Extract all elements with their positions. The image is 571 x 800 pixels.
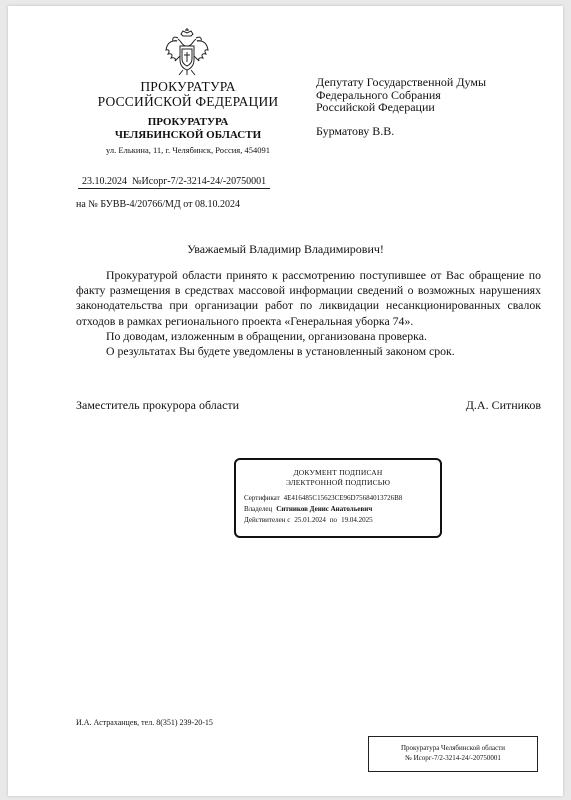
valid-from-date: 25.01.2024: [294, 516, 326, 524]
sub-org-line-1: ПРОКУРАТУРА: [147, 116, 229, 128]
double-headed-eagle-emblem-icon: [164, 28, 210, 76]
stamp-line-1: Прокуратура Челябинской области: [400, 744, 506, 752]
organization-name: [68, 79, 308, 109]
signature-stamp-title: [236, 468, 440, 487]
recipient-line-1: Депутату Государственной Думы: [316, 75, 487, 89]
body-paragraph: О результатах Вы будете уведомлены в установленный законом срок.: [106, 344, 455, 359]
recipient-name: Бурматову В.В.: [316, 124, 395, 138]
sub-org-line-2: ЧЕЛЯБИНСКОЙ ОБЛАСТИ: [114, 129, 262, 141]
sub-organization-name: [68, 116, 308, 142]
letter-body: [76, 268, 541, 359]
in-reply-reference: на № БУВВ-4/20766/МД от 08.10.2024: [76, 199, 240, 210]
valid-from-label: Действителен с: [244, 516, 291, 524]
stamp-line-2: № Исорг-7/2-3214-24/-20750001: [405, 754, 501, 762]
salutation: Уважаемый Владимир Владимирович!: [187, 242, 384, 256]
valid-to-date: 19.04.2025: [341, 516, 373, 524]
recipient-line-3: Российской Федерации: [316, 100, 435, 114]
registration-number: 23.10.2024 №Исорг-7/2-3214-24/-20750001: [78, 176, 270, 189]
body-paragraph: Прокуратурой области принято к рассмотрению поступившее от Вас обращение по факту размещения в средствах массовой информации сведений о возможных нарушениях законодательства при организации работ по ликвидации несанкционированных свалок отходов в рамках регионального проекта «Генеральная уборка 74».: [76, 268, 541, 328]
owner-label: Владелец: [244, 505, 273, 513]
certificate-value: 4E416485C15623CE96D75684013726B8: [283, 494, 403, 502]
letter-page: [8, 6, 563, 796]
signature-title-line-2: ЭЛЕКТРОННОЙ ПОДПИСЬЮ: [285, 477, 391, 487]
org-line-2: РОССИЙСКОЙ ФЕДЕРАЦИИ: [97, 94, 279, 109]
body-paragraph: По доводам, изложенным в обращении, организована проверка.: [106, 328, 427, 343]
org-line-1: ПРОКУРАТУРА: [140, 79, 236, 94]
signer-name: Д.А. Ситников: [465, 398, 541, 412]
electronic-signature-stamp: [234, 458, 442, 538]
owner-row: [244, 504, 440, 515]
certificate-row: [244, 493, 440, 504]
recipient-title: [316, 76, 486, 114]
organization-address: ул. Елькина, 11, г. Челябинск, Россия, 454091: [106, 145, 270, 155]
signature-title-line-1: ДОКУМЕНТ ПОДПИСАН: [293, 468, 383, 477]
owner-value: Ситников Денис Анатольевич: [276, 505, 373, 513]
validity-row: [244, 515, 440, 526]
signer-position: Заместитель прокурора области: [76, 398, 240, 412]
executor-contact: И.А. Астраханцев, тел. 8(351) 239-20-15: [76, 718, 213, 727]
valid-to-label: по: [329, 516, 338, 524]
recipient-line-2: Федерального Собрания: [316, 87, 441, 102]
certificate-label: Сертификат: [244, 494, 280, 502]
registration-stamp: [368, 736, 538, 772]
